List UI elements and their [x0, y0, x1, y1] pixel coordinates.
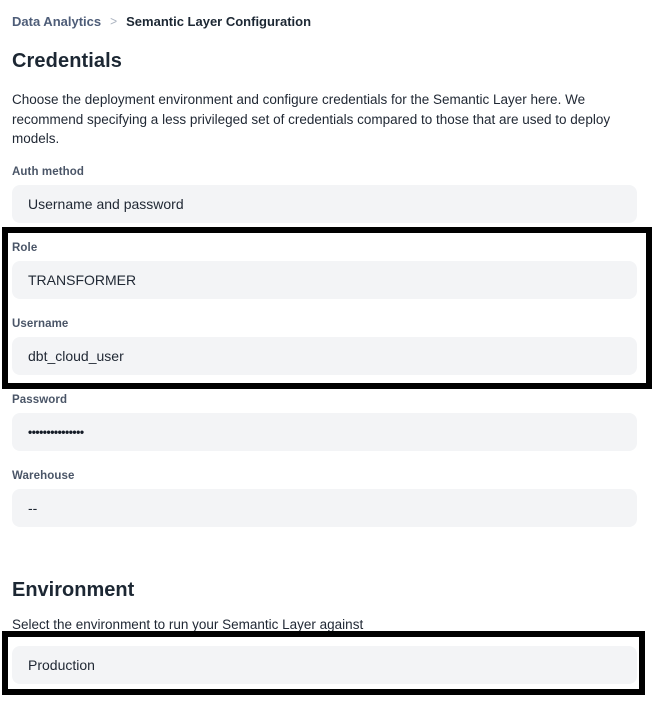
- role-input[interactable]: TRANSFORMER: [12, 261, 637, 299]
- auth-method-field: [12, 166, 637, 223]
- breadcrumb: [12, 13, 637, 29]
- warehouse-label: Warehouse: [12, 469, 75, 482]
- environment-description: Select the environment to run your Semantic Layer against: [12, 616, 364, 632]
- breadcrumb-current-page: Semantic Layer Configuration: [126, 13, 312, 29]
- username-label: Username: [12, 317, 69, 330]
- environment-heading: Environment: [12, 578, 135, 601]
- username-field: [12, 318, 637, 375]
- auth-method-input[interactable]: Username and password: [12, 185, 637, 223]
- role-label: Role: [12, 241, 38, 254]
- environment-field: [12, 646, 637, 684]
- breadcrumb-project-link[interactable]: Data Analytics: [12, 13, 102, 29]
- environment-input[interactable]: Production: [12, 646, 637, 684]
- password-label: Password: [12, 393, 68, 406]
- chevron-right-icon: >: [110, 13, 118, 29]
- warehouse-input[interactable]: --: [12, 489, 637, 527]
- password-input[interactable]: •••••••••••••••: [12, 413, 637, 451]
- username-input[interactable]: dbt_cloud_user: [12, 337, 637, 375]
- password-field: [12, 394, 637, 451]
- credentials-description: Choose the deployment environment and configure credentials for the Semantic Layer here. We recommend specifying a less privileged set of credentials compared to those that are used to deploy models.: [12, 92, 611, 146]
- auth-method-label: Auth method: [12, 165, 85, 178]
- credentials-heading: Credentials: [12, 50, 123, 72]
- warehouse-field: [12, 470, 637, 527]
- role-field: [12, 242, 637, 299]
